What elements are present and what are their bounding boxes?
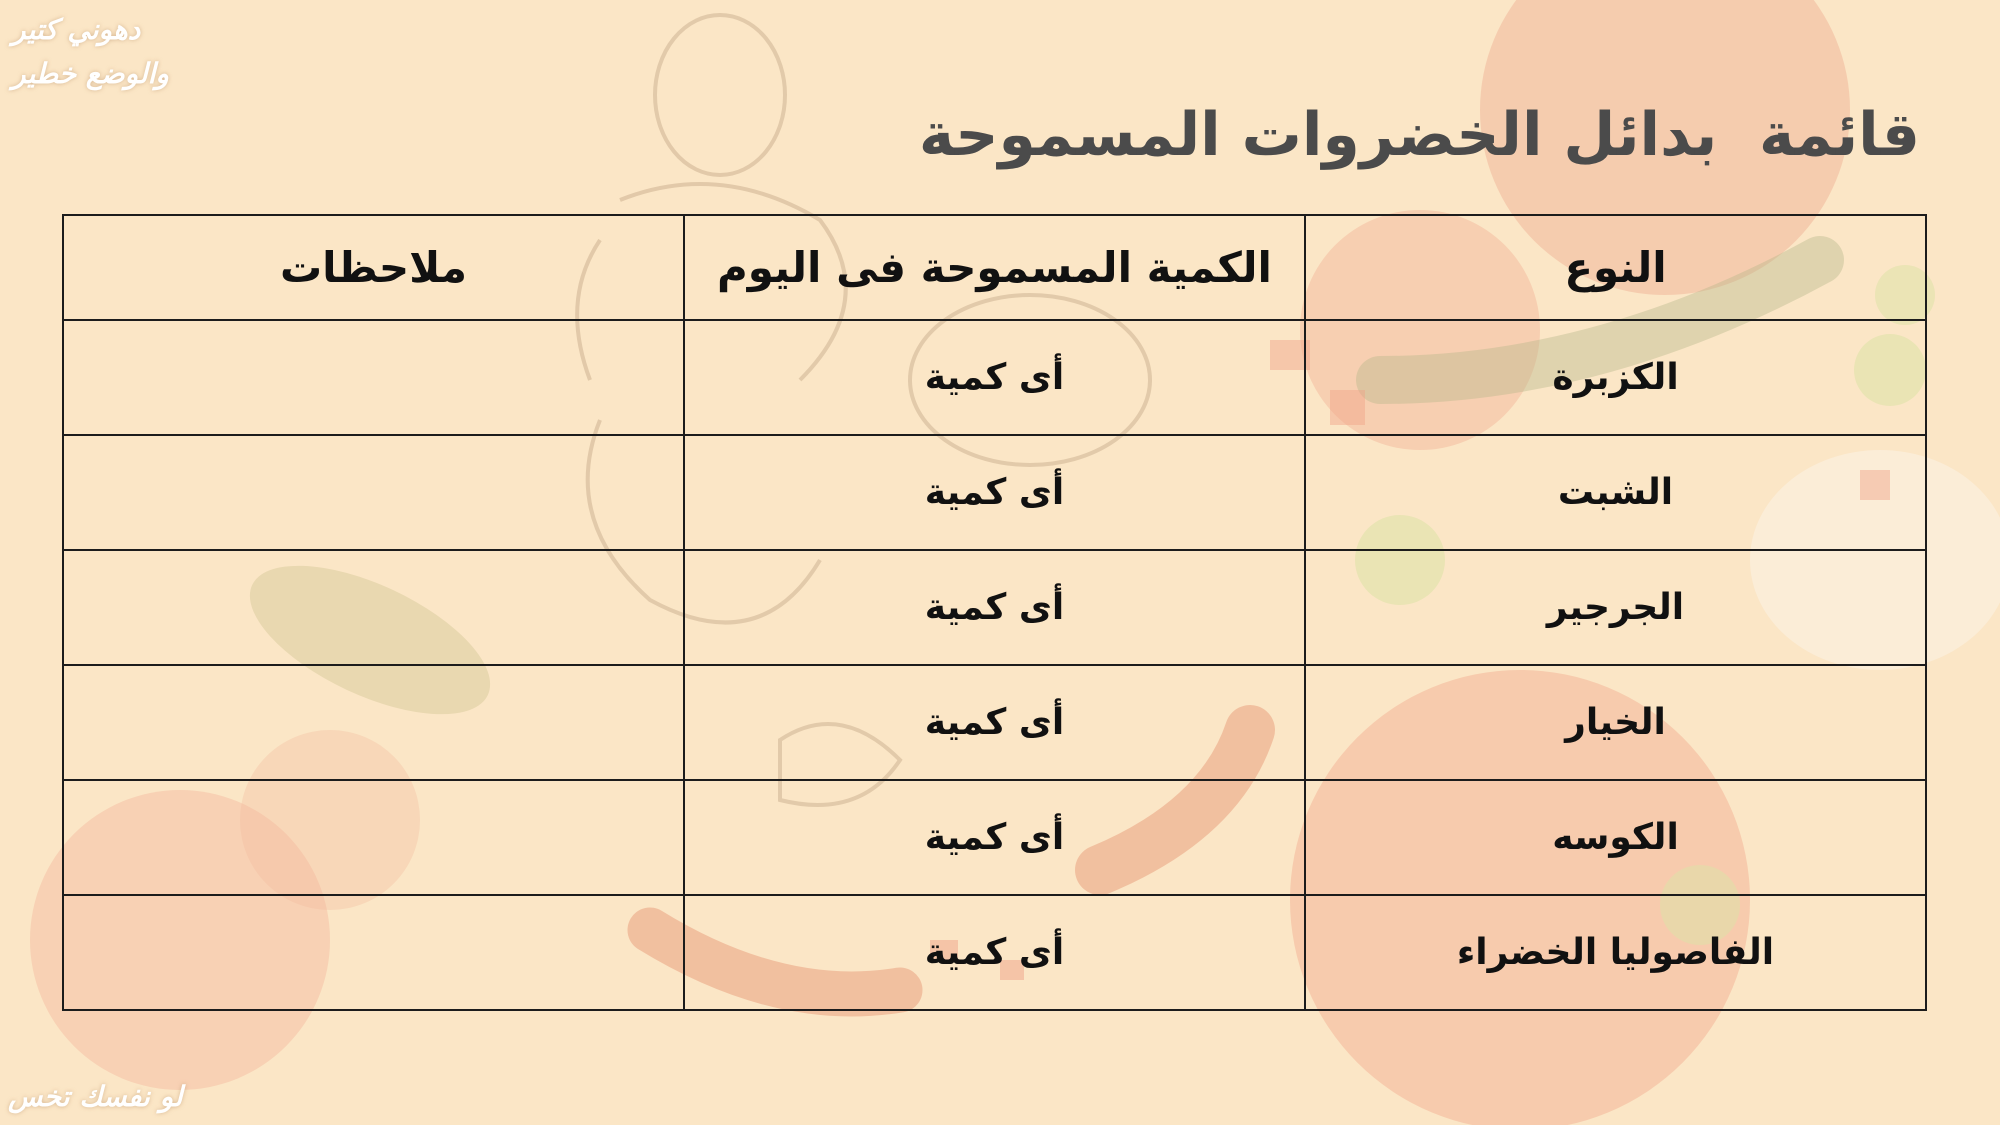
table-header-row	[63, 215, 1926, 320]
cell-notes	[63, 320, 684, 435]
table-row	[63, 550, 1926, 665]
page-title: قائمة بدائل الخضروات المسموحة	[918, 100, 1920, 170]
table-row	[63, 320, 1926, 435]
watermark-bottom: لو نفسك تخس	[8, 1080, 183, 1113]
cell-quantity: أى كمية	[684, 550, 1305, 665]
cell-type: الشبت	[1305, 435, 1926, 550]
cell-quantity: أى كمية	[684, 320, 1305, 435]
cell-type: الكوسه	[1305, 780, 1926, 895]
cell-quantity: أى كمية	[684, 435, 1305, 550]
header-daily-quantity: الكمية المسموحة فى اليوم	[684, 215, 1305, 320]
watermark-line: دهوني كتير	[12, 13, 141, 46]
cell-quantity: أى كمية	[684, 780, 1305, 895]
cell-type: الجرجير	[1305, 550, 1926, 665]
table-row	[63, 665, 1926, 780]
cell-type: الخيار	[1305, 665, 1926, 780]
cell-quantity: أى كمية	[684, 665, 1305, 780]
header-notes: ملاحظات	[63, 215, 684, 320]
cell-notes	[63, 895, 684, 1010]
cell-notes	[63, 665, 684, 780]
cell-notes	[63, 780, 684, 895]
header-type: النوع	[1305, 215, 1926, 320]
cell-quantity: أى كمية	[684, 895, 1305, 1010]
cell-notes	[63, 435, 684, 550]
table-row	[63, 780, 1926, 895]
cell-type: الفاصوليا الخضراء	[1305, 895, 1926, 1010]
table-row	[63, 895, 1926, 1010]
cell-notes	[63, 550, 684, 665]
vegetables-table	[62, 214, 1927, 1011]
watermark-line: والوضع خطير	[12, 57, 169, 90]
watermark-top	[12, 8, 182, 96]
table-row	[63, 435, 1926, 550]
cell-type: الكزبرة	[1305, 320, 1926, 435]
